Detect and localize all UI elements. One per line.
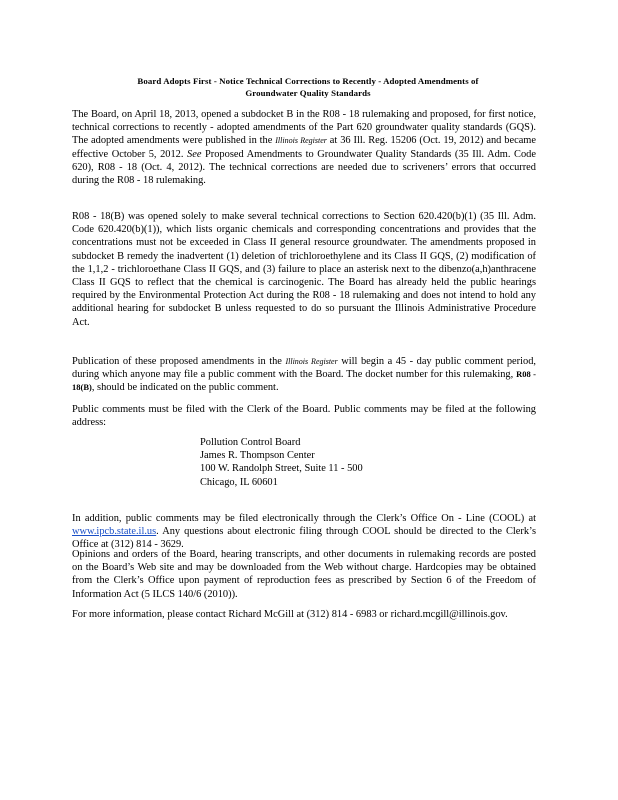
illinois-register-citation-2: Illinois Register bbox=[285, 357, 338, 366]
p3-text-b: will begin a 45 - day public comment period, during which anyone may file a public comment with the Board. The docket number for this rulemaking, bbox=[72, 356, 537, 381]
docket-number: R08 - 18(B) bbox=[72, 369, 536, 393]
title-line-1: Board Adopts First - Notice Technical Corrections to Recently - Adopted Amendments of bbox=[137, 76, 479, 86]
p1-text-b: at 36 Ill. Reg. 15206 (Oct. 19, 2012) and became effective October 5, 2012. bbox=[72, 135, 536, 160]
address-line-4: Chicago, IL 60601 bbox=[200, 476, 278, 488]
address-line-1: Pollution Control Board bbox=[200, 437, 301, 448]
p3-text-a: Publication of these proposed amendments in the bbox=[72, 356, 286, 367]
title-line-2: Groundwater Quality Standards bbox=[245, 88, 371, 98]
p1-text-a: The Board, on April 18, 2013, opened a subdocket B in the R08 - 18 rulemaking and proposed, for first notice, technical corrections to recently - adopted amendments of the Part 620 groundwater quality standards (GQS). The adopted amendments were published in the bbox=[72, 109, 536, 147]
paragraph-technical-corrections: R08 - 18(B) was opened solely to make several technical corrections to Section 620.420(b)(1) (35 Ill. Adm. Code 620.420(b)(1)), which lists organic chemicals and corresponding concentrations and provides that the concentrations must not be exceeded in Class II general resource groundwater. The amendments proposed in subdocket B remedy the inadvertent (1) deletion of trichloroethylene and its Class II GQS, (2) modification of the 1,1,2 - trichloroethane Class II GQS, and (3) failure to place an asterisk next to the dibenzo(a,h)anthracene Class II GQS to reflect that the chemical is carcinogenic. The Board has already held the public hearings required by the Environmental Protection Act during the R08 - 18 rulemaking and does not intend to hold any additional hearing for subdocket B unless requested to do so pursuant the Illinois Administrative Procedure Act. bbox=[72, 211, 536, 328]
paragraph-contact-information: For more information, please contact Richard McGill at (312) 814 - 6983 or richard.mcgill@illinois.gov. bbox=[72, 609, 508, 620]
paragraph-electronic-filing bbox=[72, 512, 536, 552]
address-line-3: 100 W. Randolph Street, Suite 11 - 500 bbox=[200, 463, 363, 475]
p1-text-c: Proposed Amendments to Groundwater Quality Standards (35 Ill. Adm. Code 620), R08 - 18 (Oct. 4, 2012). The technical corrections are needed due to scriveners’ errors that occurred during the R08 - 18 rulemaking. bbox=[72, 148, 536, 187]
paragraph-publication bbox=[72, 355, 536, 395]
p5-text-a: In addition, public comments may be filed electronically through the Clerk’s Office On - Line (COOL) at bbox=[72, 513, 536, 524]
p3-text-c: , should be indicated on the public comment. bbox=[91, 382, 279, 394]
cool-website-link[interactable]: www.ipcb.state.il.us bbox=[72, 526, 157, 538]
paragraph-subdocket-opened bbox=[72, 108, 536, 187]
document-title bbox=[78, 75, 538, 99]
address-line-2: James R. Thompson Center bbox=[200, 450, 315, 462]
illinois-register-citation: Illinois Register bbox=[275, 136, 327, 146]
p5-text-b: . Any questions about electronic filing through COOL should be directed to the Clerk’s Office at (312) 814 - 3629. bbox=[72, 526, 536, 551]
paragraph-public-comments: Public comments must be filed with the Clerk of the Board. Public comments may be filed at the following address: bbox=[72, 404, 536, 429]
paragraph-opinions-orders: Opinions and orders of the Board, hearing transcripts, and other documents in rulemaking records are posted on the Board’s Web site and may be downloaded from the Web without charge. Hardcopies may be obtained from the Clerk’s Office upon payment of reproduction fees as prescribed by Section 6 of the Freedom of Information Act (5 ILCS 140/6 (2010)). bbox=[72, 549, 536, 600]
mailing-address bbox=[200, 436, 363, 489]
see-signal: See bbox=[187, 148, 202, 160]
